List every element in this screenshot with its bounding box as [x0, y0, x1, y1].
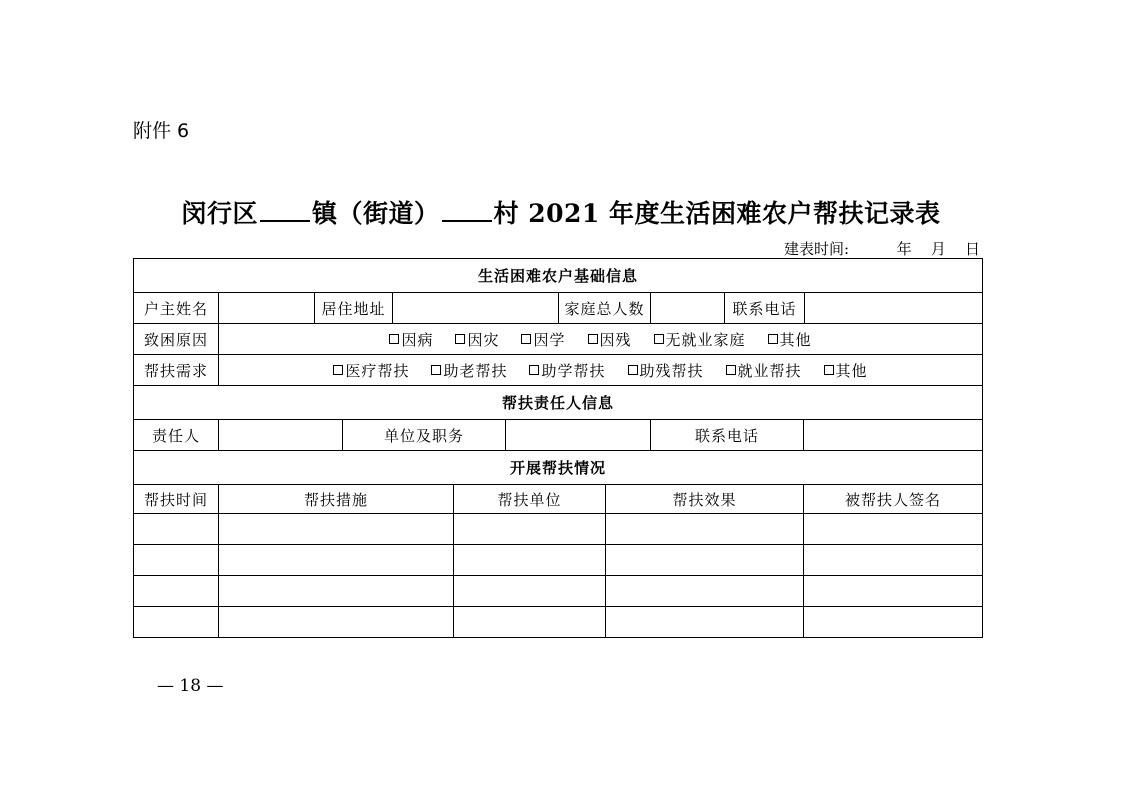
attachment-label: 附件 6 [133, 120, 190, 142]
cause-option-other[interactable] [768, 329, 812, 350]
aid-effect-cell[interactable] [606, 545, 804, 575]
responsible-phone-field[interactable] [804, 420, 982, 450]
aid-unit-cell[interactable] [454, 545, 606, 575]
checkbox-icon [768, 334, 778, 344]
page-number: — 18 — [157, 676, 224, 696]
responsible-phone-label: 联系电话 [651, 420, 804, 450]
recipient-signature-cell[interactable] [804, 576, 982, 606]
title-prefix: 闵行区 [181, 199, 258, 228]
section-responsible-title: 帮扶责任人信息 [501, 394, 614, 412]
aid-time-cell[interactable] [134, 576, 219, 606]
progress-row [133, 607, 983, 638]
progress-row [133, 514, 983, 545]
header-aid-unit: 帮扶单位 [454, 485, 606, 513]
aid-time-cell[interactable] [134, 545, 219, 575]
cause-option-disability[interactable] [588, 329, 632, 350]
cause-option-label: 因灾 [467, 330, 500, 349]
householder-field[interactable] [219, 293, 315, 323]
progress-row [133, 576, 983, 607]
checkbox-icon [628, 365, 638, 375]
section-basic-row [133, 258, 983, 293]
aid-unit-cell[interactable] [454, 607, 606, 637]
aid-needs-row [133, 355, 983, 386]
record-table [133, 258, 983, 638]
recipient-signature-cell[interactable] [804, 545, 982, 575]
recipient-signature-cell[interactable] [804, 514, 982, 544]
checkbox-icon [529, 365, 539, 375]
cause-option-label: 因病 [401, 330, 434, 349]
cause-option-label: 因残 [599, 330, 632, 349]
progress-header-row [133, 485, 983, 514]
need-option-other[interactable] [824, 360, 868, 381]
unit-position-field[interactable] [506, 420, 651, 450]
aid-effect-cell[interactable] [606, 607, 804, 637]
checkbox-icon [455, 334, 465, 344]
checkbox-icon [431, 365, 441, 375]
header-recipient-signature: 被帮扶人签名 [844, 490, 941, 509]
year-label: 年 [896, 240, 912, 258]
checkbox-icon [588, 334, 598, 344]
header-aid-time: 帮扶时间 [134, 485, 219, 513]
cause-option-illness[interactable] [389, 329, 433, 350]
responsible-person-label: 责任人 [134, 420, 219, 450]
checkbox-icon [521, 334, 531, 344]
aid-measures-cell[interactable] [219, 514, 454, 544]
section-progress-title: 开展帮扶情况 [509, 459, 606, 477]
aid-time-cell[interactable] [134, 607, 219, 637]
checkbox-icon [726, 365, 736, 375]
aid-unit-cell[interactable] [454, 514, 606, 544]
need-option-disability[interactable] [628, 360, 704, 381]
cause-option-label: 因学 [533, 330, 566, 349]
creation-date-label: 建表时间: [784, 240, 850, 258]
aid-effect-cell[interactable] [606, 576, 804, 606]
village-blank [442, 198, 492, 222]
need-option-label: 医疗帮扶 [345, 361, 410, 380]
family-count-label: 家庭总人数 [559, 293, 651, 323]
title-suffix: 村 2021 年度生活困难农户帮扶记录表 [493, 199, 941, 228]
need-option-label: 助残帮扶 [639, 361, 704, 380]
section-progress-row [133, 451, 983, 485]
aid-effect-cell[interactable] [606, 514, 804, 544]
need-option-label: 其他 [835, 361, 868, 380]
poverty-cause-options [219, 324, 982, 354]
form-title [0, 194, 1122, 230]
header-aid-measures: 帮扶措施 [219, 485, 454, 513]
progress-row [133, 545, 983, 576]
aid-unit-cell[interactable] [454, 576, 606, 606]
checkbox-icon [654, 334, 664, 344]
header-aid-effect: 帮扶效果 [606, 485, 804, 513]
family-count-field[interactable] [651, 293, 725, 323]
checkbox-icon [389, 334, 399, 344]
checkbox-icon [333, 365, 343, 375]
aid-measures-cell[interactable] [219, 576, 454, 606]
need-option-elderly[interactable] [431, 360, 507, 381]
basic-phone-label: 联系电话 [725, 293, 805, 323]
day-label: 日 [964, 240, 980, 258]
need-option-label: 助学帮扶 [541, 361, 606, 380]
basic-phone-field[interactable] [805, 293, 982, 323]
aid-needs-options [219, 355, 982, 385]
unit-position-label: 单位及职务 [343, 420, 506, 450]
month-label: 月 [930, 240, 946, 258]
aid-needs-label: 帮扶需求 [134, 355, 219, 385]
need-option-label: 就业帮扶 [737, 361, 802, 380]
address-label: 居住地址 [315, 293, 393, 323]
aid-time-cell[interactable] [134, 514, 219, 544]
creation-date-line [784, 238, 980, 259]
address-field[interactable] [393, 293, 559, 323]
need-option-employment[interactable] [726, 360, 802, 381]
responsible-person-field[interactable] [219, 420, 343, 450]
poverty-cause-label: 致困原因 [134, 324, 219, 354]
checkbox-icon [824, 365, 834, 375]
basic-info-row [133, 293, 983, 324]
cause-option-disaster[interactable] [455, 329, 499, 350]
responsible-info-row [133, 420, 983, 451]
cause-option-education[interactable] [521, 329, 565, 350]
recipient-signature-cell[interactable] [804, 607, 982, 637]
aid-measures-cell[interactable] [219, 545, 454, 575]
town-blank [260, 198, 310, 222]
cause-option-label: 其他 [779, 330, 812, 349]
section-basic-title: 生活困难农户基础信息 [477, 267, 638, 285]
need-option-label: 助老帮扶 [443, 361, 508, 380]
title-town: 镇（街道） [312, 199, 440, 228]
need-option-education[interactable] [529, 360, 605, 381]
cause-option-unemployed[interactable] [654, 329, 746, 350]
aid-measures-cell[interactable] [219, 607, 454, 637]
need-option-medical[interactable] [333, 360, 409, 381]
poverty-cause-row [133, 324, 983, 355]
householder-label: 户主姓名 [134, 293, 219, 323]
cause-option-label: 无就业家庭 [665, 330, 746, 349]
section-responsible-row [133, 386, 983, 420]
